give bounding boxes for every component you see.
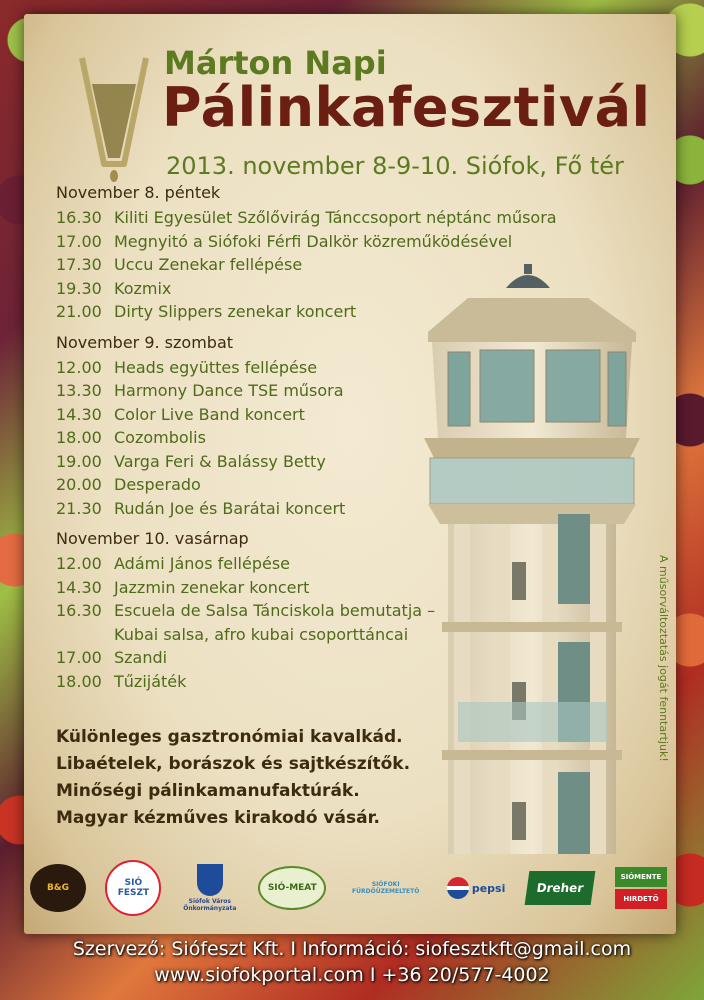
palinka-glass-icon xyxy=(74,54,154,184)
item-time: 21.30 xyxy=(56,498,102,518)
item-time: 14.30 xyxy=(56,404,102,424)
siofok-crest-logo xyxy=(181,860,239,916)
highlights-list xyxy=(56,724,410,832)
siomente-label: SIÓMENTE xyxy=(615,867,667,887)
festival-title: Pálinkafesztivál xyxy=(162,76,651,139)
bg-grill-logo: B&G xyxy=(30,864,86,912)
highlight-item: Minőségi pálinkamanufaktúrák. xyxy=(56,781,360,801)
item-text: Szandi xyxy=(114,648,168,667)
item-text: Desperado xyxy=(114,475,201,494)
highlight-item: Libaételek, borászok és sajtkészítők. xyxy=(56,754,411,774)
item-text: Adámi János fellépése xyxy=(114,554,291,573)
pepsi-globe-icon xyxy=(447,877,469,899)
item-time: 19.30 xyxy=(56,278,102,298)
item-text: Megnyitó a Siófoki Férfi Dalkör közreműködésével xyxy=(114,231,513,251)
item-text: Uccu Zenekar fellépése xyxy=(114,255,303,274)
item-text: Color Live Band koncert xyxy=(114,404,305,424)
organizer-line: Szervező: Siófeszt Kft. I Információ: siofesztkft@gmail.com xyxy=(72,938,632,960)
hirdeto-label: HIRDETŐ xyxy=(615,889,667,909)
day-heading: November 8. péntek xyxy=(56,183,221,202)
item-text: Varga Feri & Balássy Betty xyxy=(114,451,326,471)
siomente-hirdeto-logo xyxy=(612,861,670,915)
item-time: 18.00 xyxy=(56,428,102,447)
item-time: 13.30 xyxy=(56,381,102,400)
highlight-item: Magyar kézműves kirakodó vásár. xyxy=(56,808,380,828)
item-time: 21.00 xyxy=(56,302,102,321)
day-heading: November 9. szombat xyxy=(56,332,234,352)
program-item xyxy=(56,206,616,230)
shield-icon xyxy=(197,864,223,896)
item-time: 16.30 xyxy=(56,601,102,620)
item-text: Kubai salsa, afro kubai csoporttáncai xyxy=(114,624,409,644)
festival-subtitle: Márton Napi xyxy=(164,44,387,82)
item-text: Heads együttes fellépése xyxy=(114,357,318,377)
item-time: 17.00 xyxy=(56,231,102,251)
item-text: Jazzmin zenekar koncert xyxy=(114,577,310,597)
item-time: 12.00 xyxy=(56,554,102,573)
program-item xyxy=(56,230,616,254)
footer xyxy=(0,936,704,988)
item-time: 14.30 xyxy=(56,577,102,597)
disclaimer-note: A műsorváltoztatás jogát fenntartjuk! xyxy=(657,555,670,762)
item-time: 19.00 xyxy=(56,451,102,471)
dreher-logo: Dreher xyxy=(524,871,595,905)
item-time: 17.30 xyxy=(56,255,102,274)
item-text: Kozmix xyxy=(114,278,172,298)
item-text: Dirty Slippers zenekar koncert xyxy=(114,302,357,321)
date-location: 2013. november 8-9-10. Siófok, Fő tér xyxy=(166,152,624,180)
item-time: 20.00 xyxy=(56,475,102,494)
item-time: 16.30 xyxy=(56,208,102,227)
item-text: Escuela de Salsa Tánciskola bemutatja – xyxy=(114,601,436,620)
item-time: 12.00 xyxy=(56,357,102,377)
item-text: Tűzijáték xyxy=(114,671,187,691)
item-text: Kiliti Egyesület Szőlővirág Tánccsoport néptánc műsora xyxy=(114,208,557,227)
siofeszt-logo: SIÓ FESZT xyxy=(105,860,161,916)
pepsi-logo xyxy=(445,871,507,905)
sio-meat-logo: SIÓ-MEAT xyxy=(258,866,326,910)
item-text: Harmony Dance TSE műsora xyxy=(114,381,344,400)
item-text: Cozombolis xyxy=(114,428,206,447)
day-heading: November 10. vasárnap xyxy=(56,529,249,548)
item-text: Rudán Joe és Barátai koncert xyxy=(114,498,346,518)
highlight-item: Különleges gasztronómiai kavalkád. xyxy=(56,727,403,747)
furdo-logo: SIÓFOKI FÜRDŐÜZEMELTETŐ xyxy=(352,881,420,895)
water-tower-image xyxy=(418,262,646,862)
sponsor-logos xyxy=(30,858,670,918)
website-phone-line: www.siofokportal.com I +36 20/577-4002 xyxy=(154,964,550,986)
item-time: 17.00 xyxy=(56,648,102,667)
crest-caption: Siófok Város Önkormányzata xyxy=(183,898,237,912)
pepsi-wordmark: pepsi xyxy=(471,881,506,895)
item-time: 18.00 xyxy=(56,671,102,691)
